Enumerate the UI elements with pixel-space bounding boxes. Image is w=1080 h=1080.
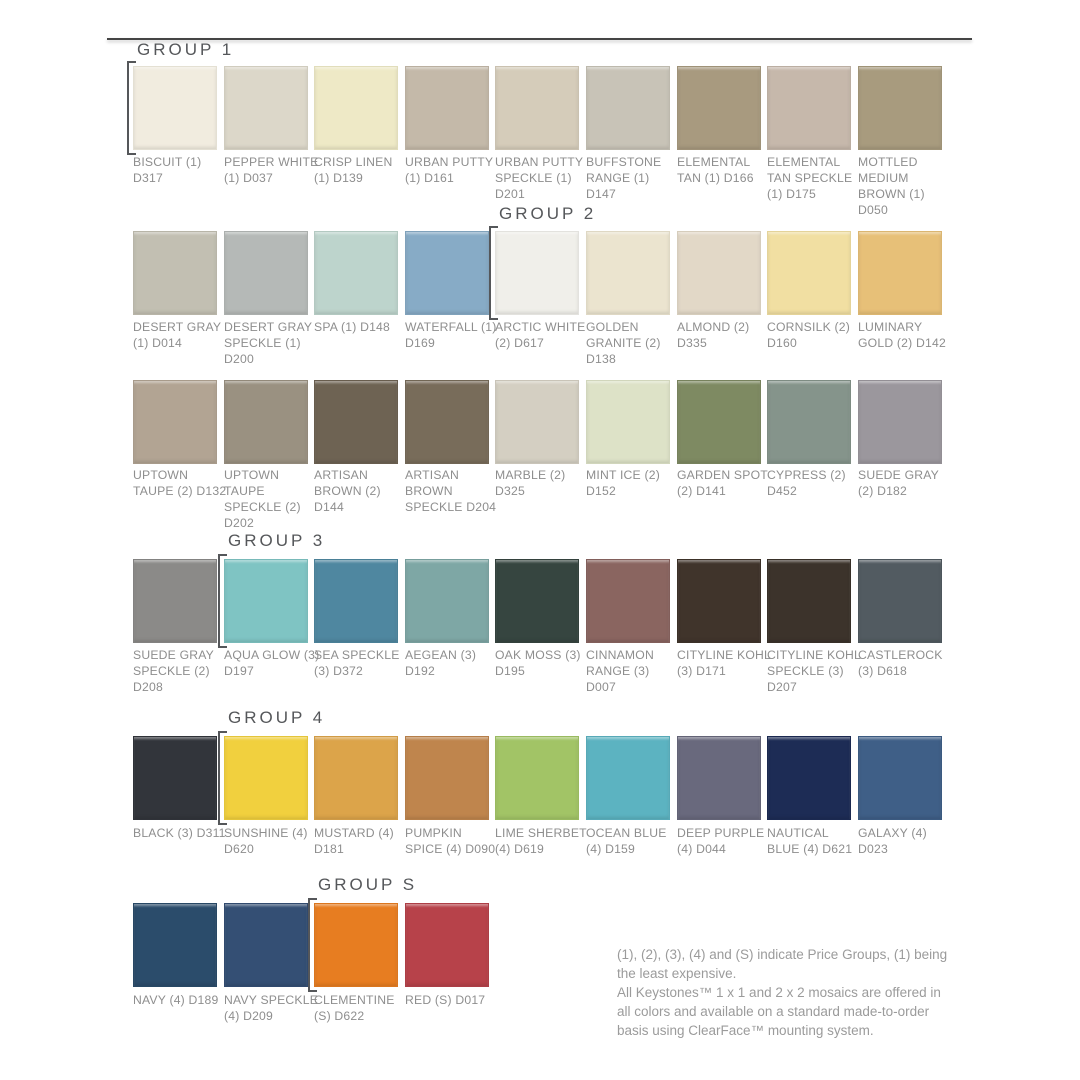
swatch-tile: [586, 736, 670, 820]
swatch-label: UPTOWN TAUPE (2) D132: [133, 468, 227, 498]
swatch-label: MUSTARD (4) D181: [314, 826, 394, 856]
swatch-tile: [133, 736, 217, 820]
swatch-tile: [858, 66, 942, 150]
swatch-label: MINT ICE (2) D152: [586, 468, 660, 498]
swatch-label: SEA SPECKLE (3) D372: [314, 648, 400, 678]
swatch-label: DESERT GRAY SPECKLE (1) D200: [224, 320, 312, 366]
swatch-tile: [405, 231, 489, 315]
swatch-tile: [405, 380, 489, 464]
swatch-tile: [858, 380, 942, 464]
swatch-label: RED (S) D017: [405, 993, 486, 1007]
swatch-label: ELEMENTAL TAN SPECKLE (1) D175: [767, 155, 853, 201]
swatch-label: SUNSHINE (4) D620: [224, 826, 308, 856]
swatch-label: GALAXY (4) D023: [858, 826, 927, 856]
swatch-tile: [586, 380, 670, 464]
swatch-tile: [314, 66, 398, 150]
swatch-label: AQUA GLOW (3) D197: [224, 648, 320, 678]
swatch-label: AEGEAN (3) D192: [405, 648, 477, 678]
swatch-tile: [767, 736, 851, 820]
swatch-tile: [405, 559, 489, 643]
swatch-label: NAVY SPECKLE (4) D209: [224, 993, 319, 1023]
group-header: GROUP 3: [228, 531, 326, 550]
swatch-tile: [133, 380, 217, 464]
swatch-label: DEEP PURPLE (4) D044: [677, 826, 765, 856]
swatch-tile: [677, 559, 761, 643]
swatch-tile: [314, 736, 398, 820]
group-header: GROUP S: [318, 875, 418, 894]
swatch-tile: [133, 231, 217, 315]
swatch-label: BLACK (3) D311: [133, 826, 226, 840]
swatch-label: ALMOND (2) D335: [677, 320, 750, 350]
top-divider-line: [107, 38, 972, 40]
swatch-tile: [586, 66, 670, 150]
swatch-label: SUEDE GRAY (2) D182: [858, 468, 939, 498]
swatch-tile: [767, 66, 851, 150]
swatch-tile: [767, 231, 851, 315]
swatch-label: OCEAN BLUE (4) D159: [586, 826, 667, 856]
swatch-label: GOLDEN GRANITE (2) D138: [586, 320, 661, 366]
swatch-tile: [224, 380, 308, 464]
swatch-tile: [677, 736, 761, 820]
swatch-tile: [133, 903, 217, 987]
swatch-tile: [224, 559, 308, 643]
swatch-label: CRISP LINEN (1) D139: [314, 155, 393, 185]
swatch-tile: [405, 66, 489, 150]
swatch-tile: [858, 231, 942, 315]
swatch-tile: [405, 736, 489, 820]
swatch-tile: [314, 380, 398, 464]
swatch-tile: [586, 559, 670, 643]
group-header: GROUP 4: [228, 708, 326, 727]
group-header: GROUP 1: [137, 40, 235, 59]
swatch-label: DESERT GRAY (1) D014: [133, 320, 221, 350]
swatch-tile: [767, 380, 851, 464]
swatch-tile: [224, 903, 308, 987]
swatch-label: URBAN PUTTY (1) D161: [405, 155, 493, 185]
swatch-tile: [133, 559, 217, 643]
swatch-tile: [224, 66, 308, 150]
swatch-label: CASTLEROCK (3) D618: [858, 648, 943, 678]
swatch-label: ARTISAN BROWN (2) D144: [314, 468, 381, 514]
swatch-label: UPTOWN TAUPE SPECKLE (2) D202: [224, 468, 301, 530]
swatch-label: MARBLE (2) D325: [495, 468, 566, 498]
swatch-tile: [495, 66, 579, 150]
swatch-tile: [314, 231, 398, 315]
footnote-price-groups: (1), (2), (3), (4) and (S) indicate Price Groups, (1) being the least expensive.: [617, 947, 948, 981]
swatch-label: ELEMENTAL TAN (1) D166: [677, 155, 754, 185]
swatch-tile: [405, 903, 489, 987]
swatch-tile: [224, 231, 308, 315]
swatch-tile: [767, 559, 851, 643]
swatch-label: CORNSILK (2) D160: [767, 320, 850, 350]
swatch-tile: [677, 231, 761, 315]
swatch-label: CITYLINE KOHL SPECKLE (3) D207: [767, 648, 861, 694]
swatch-tile: [495, 736, 579, 820]
swatch-label: WATERFALL (1) D169: [405, 320, 497, 350]
swatch-tile: [495, 231, 579, 315]
swatch-label: BISCUIT (1) D317: [133, 155, 202, 185]
swatch-tile: [133, 66, 217, 150]
swatch-tile: [495, 559, 579, 643]
footnote-mosaics: All Keystones™ 1 x 1 and 2 x 2 mosaics are offered in all colors and available on a standard made-to-order basis using ClearFace™ mounting system.: [617, 985, 941, 1038]
swatch-label: CLEMENTINE (S) D622: [314, 993, 395, 1023]
swatch-label: CYPRESS (2) D452: [767, 468, 846, 498]
swatch-tile: [314, 559, 398, 643]
swatch-tile: [224, 736, 308, 820]
swatch-label: ARTISAN BROWN SPECKLE D204: [405, 468, 497, 514]
group-header: GROUP 2: [499, 204, 597, 223]
swatch-tile: [858, 559, 942, 643]
swatch-label: BUFFSTONE RANGE (1) D147: [586, 155, 662, 201]
swatch-label: GARDEN SPOT (2) D141: [677, 468, 768, 498]
swatch-label: URBAN PUTTY SPECKLE (1) D201: [495, 155, 583, 201]
swatch-label: MOTTLED MEDIUM BROWN (1) D050: [858, 155, 925, 217]
swatch-label: NAUTICAL BLUE (4) D621: [767, 826, 853, 856]
swatch-label: CINNAMON RANGE (3) D007: [586, 648, 654, 694]
swatch-label: CITYLINE KOHL (3) D171: [677, 648, 771, 678]
swatch-label: SUEDE GRAY SPECKLE (2) D208: [133, 648, 214, 694]
swatch-tile: [314, 903, 398, 987]
swatch-tile: [495, 380, 579, 464]
swatch-label: NAVY (4) D189: [133, 993, 219, 1007]
swatch-label: LIME SHERBET (4) D619: [495, 826, 587, 856]
swatch-tile: [858, 736, 942, 820]
swatch-label: PEPPER WHITE (1) D037: [224, 155, 319, 185]
swatch-label: SPA (1) D148: [314, 320, 391, 334]
footnote: [617, 945, 949, 1040]
swatch-label: OAK MOSS (3) D195: [495, 648, 581, 678]
swatch-tile: [677, 66, 761, 150]
swatch-label: LUMINARY GOLD (2) D142: [858, 320, 946, 350]
swatch-label: PUMPKIN SPICE (4) D090: [405, 826, 496, 856]
swatch-label: ARCTIC WHITE (2) D617: [495, 320, 586, 350]
swatch-tile: [586, 231, 670, 315]
swatch-tile: [677, 380, 761, 464]
